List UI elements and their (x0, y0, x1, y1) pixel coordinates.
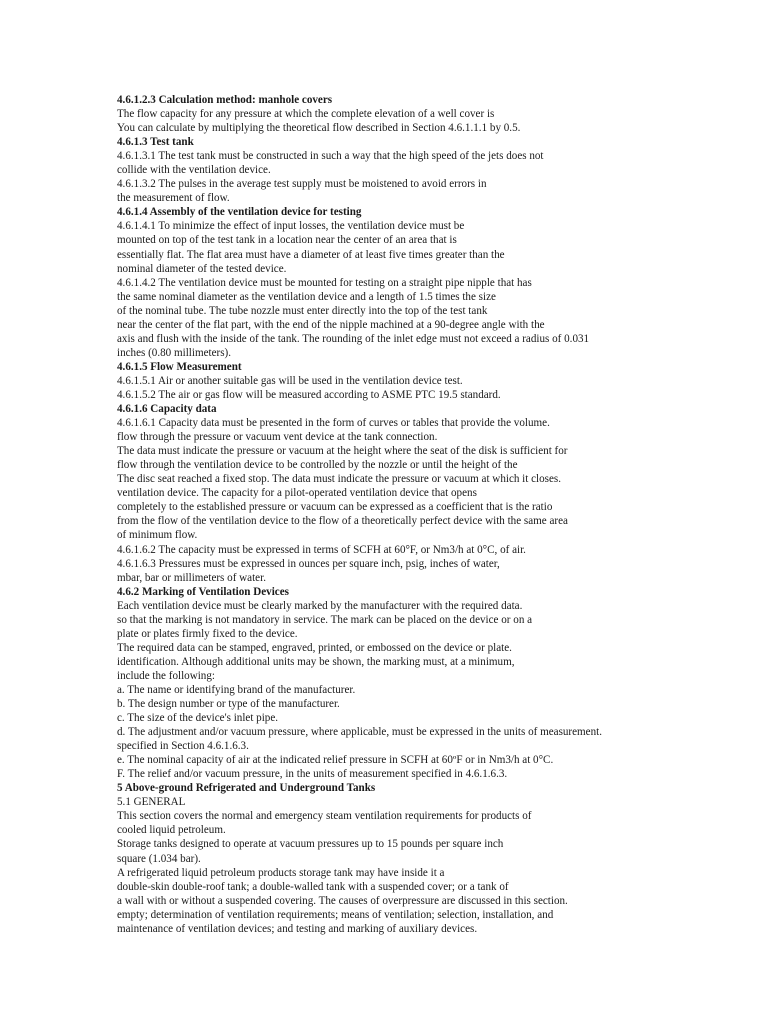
text-line: a. The name or identifying brand of the manufacturer. (117, 683, 356, 696)
text-line: 4.6.1.4.2 The ventilation device must be mounted for testing on a straight pipe nipple that has (117, 276, 532, 289)
text-line: 4.6.1.3.1 The test tank must be constructed in such a way that the high speed of the jets does not (117, 150, 544, 163)
text-line: c. The size of the device's inlet pipe. (117, 712, 279, 725)
text-line: F. The relief and/or vacuum pressure, in the units of measurement specified in 4.6.1.6.3. (117, 768, 508, 781)
text-line: axis and flush with the inside of the tank. The rounding of the inlet edge must not exceed a radius of 0.031 (117, 332, 590, 345)
section-heading: 4.6.2 Marking of Ventilation Devices (117, 585, 289, 598)
text-line: Storage tanks designed to operate at vacuum pressures up to 15 pounds per square inch (117, 838, 504, 851)
text-line: completely to the established pressure or vacuum can be expressed as a coefficient that is the ratio (117, 501, 553, 514)
text-line: 5.1 GENERAL (117, 796, 186, 809)
text-line: include the following: (117, 669, 215, 682)
text-line: 4.6.1.5.1 Air or another suitable gas will be used in the ventilation device test. (117, 374, 463, 387)
text-line: specified in Section 4.6.1.6.3. (117, 740, 249, 753)
text-line: d. The adjustment and/or vacuum pressure, where applicable, must be expressed in the units of measurement. (117, 726, 603, 739)
text-line: of minimum flow. (117, 529, 198, 542)
text-line: nominal diameter of the tested device. (117, 262, 287, 275)
section-heading: 4.6.1.3 Test tank (117, 136, 194, 149)
text-line: 4.6.1.4.1 To minimize the effect of input losses, the ventilation device must be (117, 220, 465, 233)
text-line: The disc seat reached a fixed stop. The data must indicate the pressure or vacuum at which it closes. (117, 473, 562, 486)
text-line: The required data can be stamped, engraved, printed, or embossed on the device or plate. (117, 641, 512, 654)
text-line: This section covers the normal and emergency steam ventilation requirements for products of (117, 810, 532, 823)
text-line: 4.6.1.3.2 The pulses in the average test supply must be moistened to avoid errors in (117, 178, 487, 191)
text-line: b. The design number or type of the manufacturer. (117, 698, 340, 711)
text-line: maintenance of ventilation devices; and testing and marking of auxiliary devices. (117, 922, 478, 935)
text-line: collide with the ventilation device. (117, 164, 271, 177)
text-line: square (1.034 bar). (117, 852, 201, 865)
text-line: 4.6.1.6.3 Pressures must be expressed in ounces per square inch, psig, inches of water, (117, 557, 500, 570)
text-line: 4.6.1.6.1 Capacity data must be presented in the form of curves or tables that provide the volume. (117, 417, 550, 430)
text-line: empty; determination of ventilation requirements; means of ventilation; selection, installation, and (117, 908, 554, 921)
text-line: double-skin double-roof tank; a double-walled tank with a suspended cover; or a tank of (117, 880, 509, 893)
text-line: the same nominal diameter as the ventilation device and a length of 1.5 times the size (117, 290, 496, 303)
text-line: mbar, bar or millimeters of water. (117, 571, 266, 584)
text-line: of the nominal tube. The tube nozzle must enter directly into the top of the test tank (117, 304, 488, 317)
text-line: cooled liquid petroleum. (117, 824, 226, 837)
section-heading: 5 Above-ground Refrigerated and Underground Tanks (117, 782, 376, 795)
text-line: the measurement of flow. (117, 192, 230, 205)
document-page (117, 93, 757, 936)
text-line: from the flow of the ventilation device to the flow of a theoretically perfect device with the same area (117, 515, 568, 528)
text-line: Each ventilation device must be clearly marked by the manufacturer with the required data. (117, 599, 523, 612)
text-line: The data must indicate the pressure or vacuum at the height where the seat of the disk is sufficient for (117, 445, 568, 458)
text-line: e. The nominal capacity of air at the indicated relief pressure in SCFH at 60ºF or in Nm3/h at 0°C. (117, 754, 554, 767)
section-heading: 4.6.1.4 Assembly of the ventilation device for testing (117, 206, 362, 219)
text-line: identification. Although additional units may be shown, the marking must, at a minimum, (117, 655, 515, 668)
text-line: flow through the pressure or vacuum vent device at the tank connection. (117, 431, 438, 444)
text-line: mounted on top of the test tank in a location near the center of an area that is (117, 234, 457, 247)
text-line: essentially flat. The flat area must have a diameter of at least five times greater than the (117, 248, 505, 261)
text-line: 4.6.1.5.2 The air or gas flow will be measured according to ASME PTC 19.5 standard. (117, 388, 501, 401)
section-heading: 4.6.1.6 Capacity data (117, 403, 217, 416)
text-line: A refrigerated liquid petroleum products storage tank may have inside it a (117, 866, 445, 879)
section-heading: 4.6.1.5 Flow Measurement (117, 360, 242, 373)
text-line: You can calculate by multiplying the theoretical flow described in Section 4.6.1.1.1 by 0.5. (117, 122, 521, 135)
text-line: flow through the ventilation device to be controlled by the nozzle or until the height of the (117, 459, 518, 472)
text-line: 4.6.1.6.2 The capacity must be expressed in terms of SCFH at 60°F, or Nm3/h at 0°C, of air. (117, 543, 526, 556)
text-line: The flow capacity for any pressure at which the complete elevation of a well cover is (117, 108, 495, 121)
text-line: inches (0.80 millimeters). (117, 346, 231, 359)
text-line: so that the marking is not mandatory in service. The mark can be placed on the device or on a (117, 613, 533, 626)
text-line: ventilation device. The capacity for a pilot-operated ventilation device that opens (117, 487, 477, 500)
section-heading: 4.6.1.2.3 Calculation method: manhole covers (117, 94, 333, 106)
text-line: a wall with or without a suspended covering. The causes of overpressure are discussed in this section. (117, 894, 568, 907)
text-line: near the center of the flat part, with the end of the nipple machined at a 90-degree angle with the (117, 318, 545, 331)
text-line: plate or plates firmly fixed to the device. (117, 627, 298, 640)
